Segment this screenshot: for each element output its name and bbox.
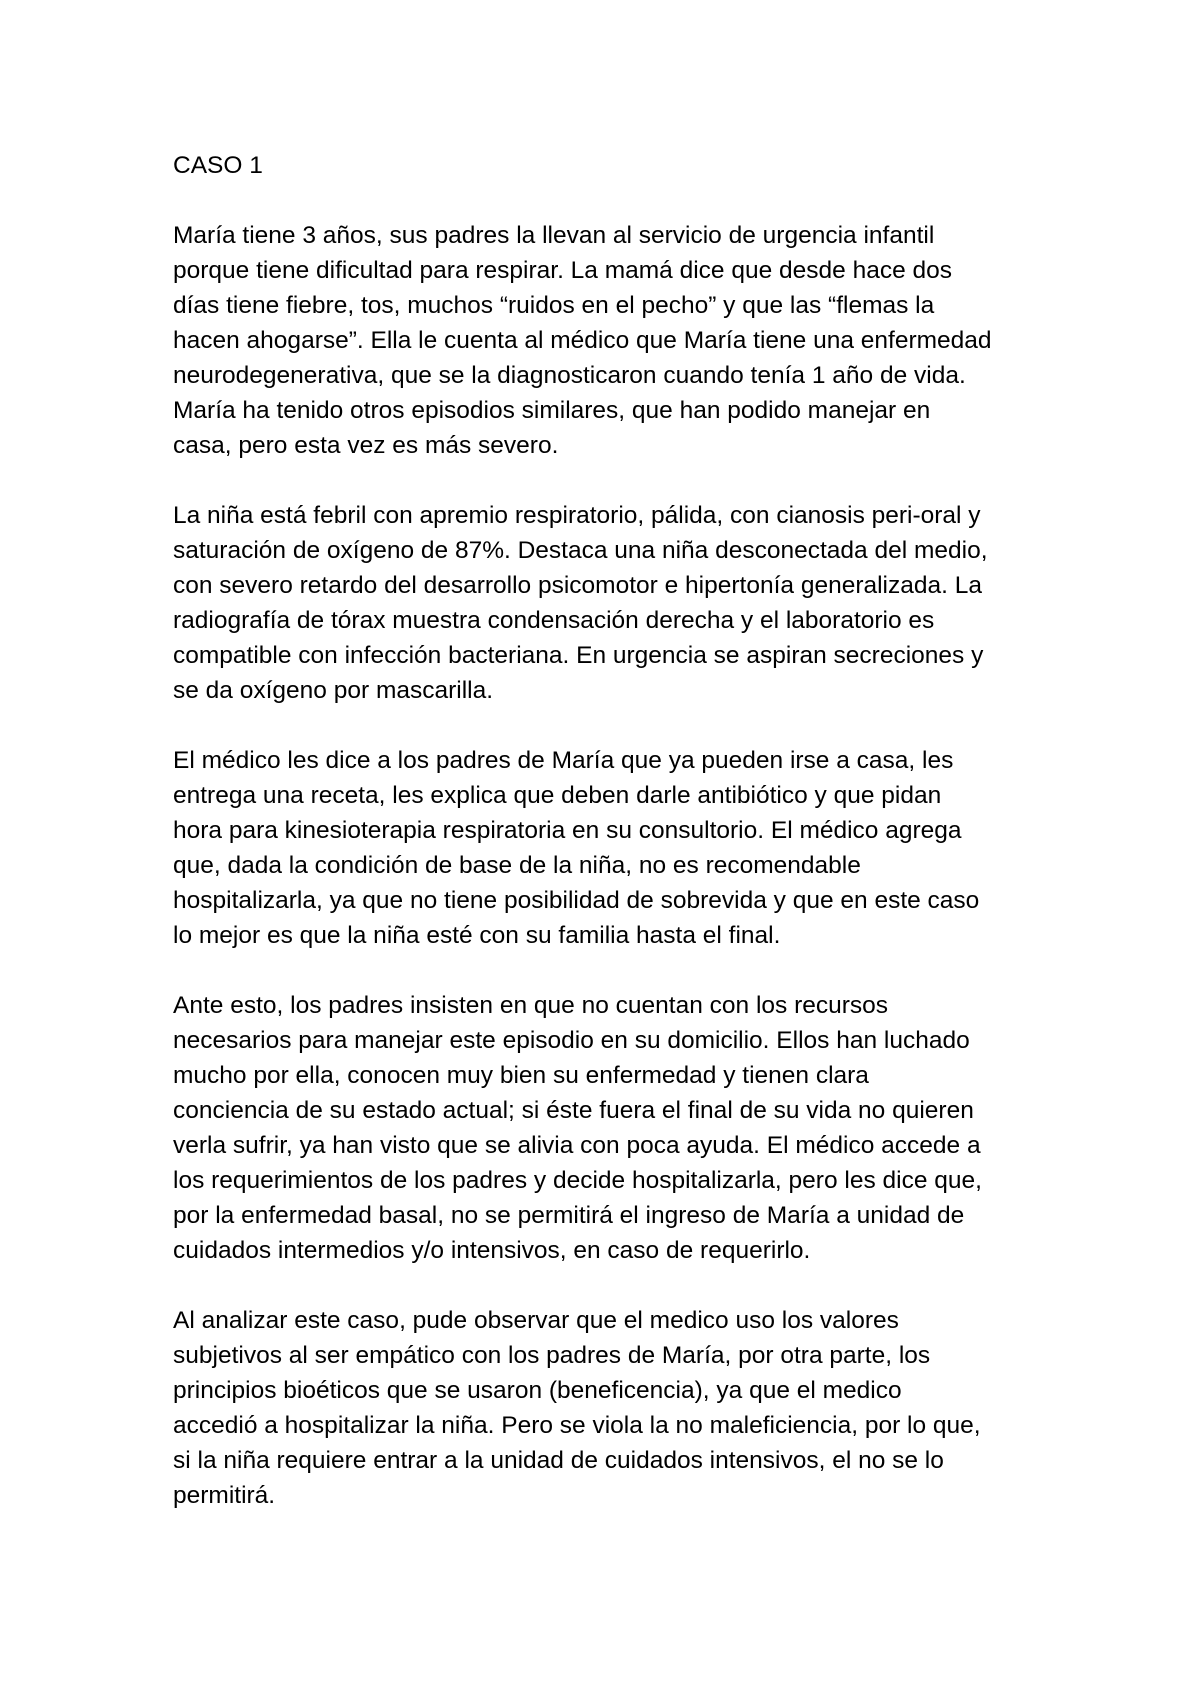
text-line: principios bioéticos que se usaron (beneficencia), ya que el medico [173,1377,902,1404]
text-line: conciencia de su estado actual; si éste fuera el final de su vida no quieren [173,1097,974,1124]
text-line: radiografía de tórax muestra condensación derecha y el laboratorio es [173,607,935,634]
text-line: se da oxígeno por mascarilla. [173,677,494,704]
text-line: que, dada la condición de base de la niña, no es recomendable [173,852,861,879]
text-line: María ha tenido otros episodios similares, que han podido manejar en [173,397,931,424]
text-line: María tiene 3 años, sus padres la llevan al servicio de urgencia infantil [173,222,935,249]
text-line: hacen ahogarse”. Ella le cuenta al médico que María tiene una enfermedad [173,327,992,354]
text-line: subjetivos al ser empático con los padres de María, por otra parte, los [173,1342,931,1369]
document-body [173,148,1073,1548]
text-line: hospitalizarla, ya que no tiene posibilidad de sobrevida y que en este caso [173,887,980,914]
paragraph-2 [173,498,1073,708]
paragraph-1 [173,218,1073,463]
text-line: los requerimientos de los padres y decide hospitalizarla, pero les dice que, [173,1167,982,1194]
text-line: casa, pero esta vez es más severo. [173,432,559,459]
document-title: CASO 1 [173,152,263,179]
text-line: El médico les dice a los padres de María que ya pueden irse a casa, les [173,747,954,774]
text-line: Ante esto, los padres insisten en que no cuentan con los recursos [173,992,889,1019]
text-line: con severo retardo del desarrollo psicomotor e hipertonía generalizada. La [173,572,982,599]
text-line: porque tiene dificultad para respirar. La mamá dice que desde hace dos [173,257,953,284]
text-line: La niña está febril con apremio respiratorio, pálida, con cianosis peri-oral y [173,502,981,529]
text-line: neurodegenerativa, que se la diagnosticaron cuando tenía 1 año de vida. [173,362,966,389]
text-line: accedió a hospitalizar la niña. Pero se viola la no maleficiencia, por lo que, [173,1412,981,1439]
text-line: hora para kinesioterapia respiratoria en su consultorio. El médico agrega [173,817,962,844]
text-line: si la niña requiere entrar a la unidad de cuidados intensivos, el no se lo [173,1447,944,1474]
text-line: necesarios para manejar este episodio en su domicilio. Ellos han luchado [173,1027,970,1054]
text-line: por la enfermedad basal, no se permitirá el ingreso de María a unidad de [173,1202,965,1229]
text-line: verla sufrir, ya han visto que se alivia con poca ayuda. El médico accede a [173,1132,981,1159]
text-line: mucho por ella, conocen muy bien su enfermedad y tienen clara [173,1062,869,1089]
text-line: saturación de oxígeno de 87%. Destaca una niña desconectada del medio, [173,537,988,564]
text-line: permitirá. [173,1482,276,1509]
paragraph-5 [173,1303,1073,1513]
text-line: Al analizar este caso, pude observar que el medico uso los valores [173,1307,899,1334]
text-line: lo mejor es que la niña esté con su familia hasta el final. [173,922,781,949]
text-line: compatible con infección bacteriana. En urgencia se aspiran secreciones y [173,642,984,669]
paragraph-3 [173,743,1073,953]
text-line: días tiene fiebre, tos, muchos “ruidos en el pecho” y que las “flemas la [173,292,935,319]
text-line: entrega una receta, les explica que deben darle antibiótico y que pidan [173,782,942,809]
text-line: cuidados intermedios y/o intensivos, en caso de requerirlo. [173,1237,811,1264]
paragraph-4 [173,988,1073,1268]
